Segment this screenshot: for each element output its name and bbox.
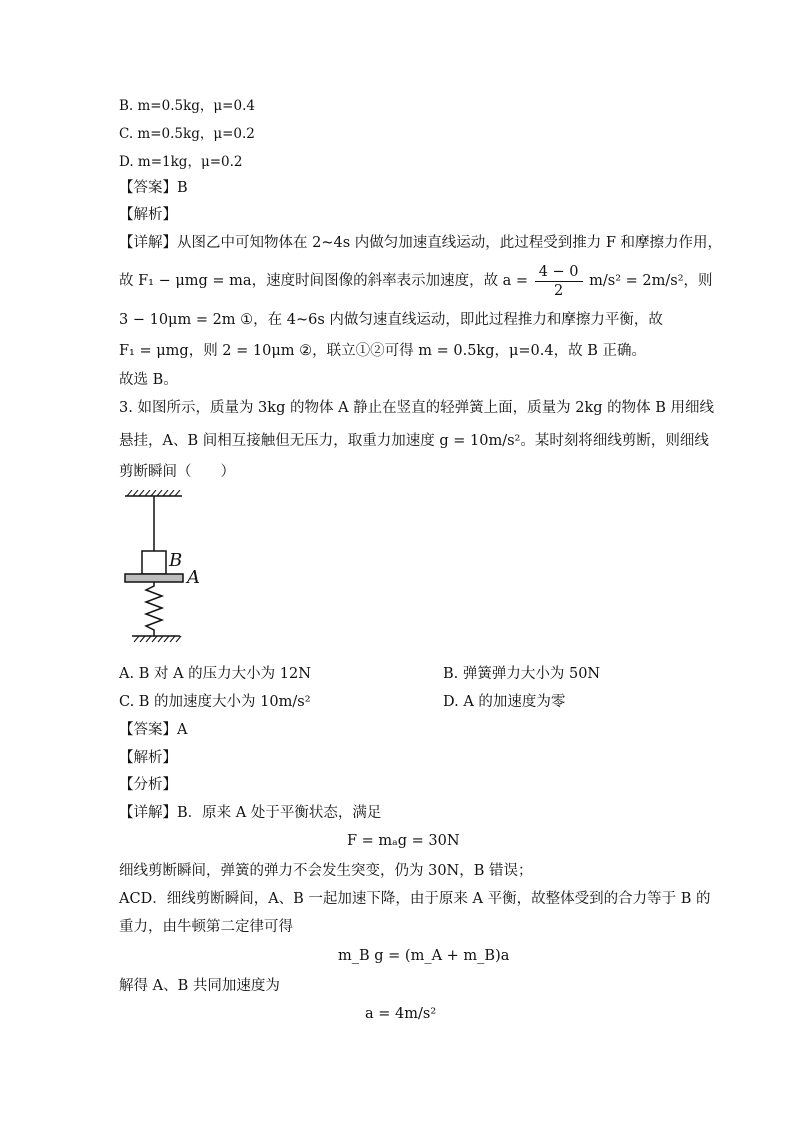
q3-detail-1: 【详解】B．原来 A 处于平衡状态，满足: [119, 805, 382, 821]
option-d-prev: D. m=1kg，μ=0.2: [119, 154, 243, 170]
q2-detail-3: 3 − 10μm = 2m ①，在 4~6s 内做匀速直线运动，即此过程推力和摩擦力平衡，故: [119, 312, 663, 328]
q2-detail-2a: 故 F₁ − μmg = ma，速度时间图像的斜率表示加速度，故 a =: [119, 273, 529, 289]
q3-option-d: D. A 的加速度为零: [443, 694, 566, 710]
q3-analysis-head: 【解析】: [119, 750, 177, 766]
q3-option-a: A. B 对 A 的压力大小为 12N: [119, 666, 311, 682]
q2-answer: 【答案】B: [119, 180, 188, 196]
q3-answer: 【答案】A: [119, 722, 188, 738]
ceiling-hatch: [127, 490, 180, 496]
spring-coil: [146, 582, 162, 636]
q3-option-b: B. 弹簧弹力大小为 50N: [443, 666, 601, 682]
q3-detail-4: 重力，由牛顿第二定律可得: [119, 919, 293, 935]
q2-detail-1: 【详解】从图乙中可知物体在 2~4s 内做匀加速直线运动，此过程受到推力 F 和摩擦力作用，: [119, 235, 723, 251]
q2-conclusion: 故选 B。: [119, 372, 178, 388]
option-b-prev: B. m=0.5kg，μ=0.4: [119, 98, 255, 114]
q2-detail-2: [119, 262, 713, 300]
accel-fraction: [535, 263, 583, 300]
q3-equation-1: F = mₐg = 30N: [347, 833, 460, 849]
q3-detail-3: ACD．细线剪断瞬间，A、B 一起加速下降，由于原来 A 平衡，故整体受到的合力等于 B 的: [119, 891, 711, 907]
q3-fenxi-head: 【分析】: [119, 777, 177, 793]
spring-block-figure: [120, 490, 210, 654]
block-b: [142, 551, 166, 574]
fraction-numerator: 4 − 0: [535, 263, 583, 282]
q3-stem-3: 剪断瞬间（ ）: [119, 464, 235, 480]
plate-a: [125, 574, 183, 582]
q3-detail-5: 解得 A、B 共同加速度为: [119, 978, 280, 994]
label-a: A: [187, 567, 200, 588]
label-b: B: [169, 550, 183, 571]
ground-hatch: [134, 636, 181, 642]
q2-detail-2b: m/s² = 2m/s²，则: [589, 273, 713, 289]
q2-analysis-head: 【解析】: [119, 207, 177, 223]
q3-stem-2: 悬挂，A、B 间相互接触但无压力，取重力加速度 g = 10m/s²。某时刻将细线剪断，则细线: [119, 433, 709, 449]
fraction-denominator: 2: [554, 282, 564, 299]
q3-equation-2: m_B g = (m_A + m_B)a: [338, 948, 510, 964]
q3-detail-2: 细线剪断瞬间，弹簧的弹力不会发生突变，仍为 30N，B 错误；: [119, 863, 533, 879]
q3-option-c: C. B 的加速度大小为 10m/s²: [119, 694, 311, 710]
q2-detail-4: F₁ = μmg，则 2 = 10μm ②，联立①②可得 m = 0.5kg，μ=0.4，故 B 正确。: [119, 343, 646, 359]
q3-equation-3: a = 4m/s²: [365, 1006, 437, 1022]
option-c-prev: C. m=0.5kg，μ=0.2: [119, 126, 255, 142]
q3-stem-1: 3. 如图所示，质量为 3kg 的物体 A 静止在竖直的轻弹簧上面，质量为 2kg 的物体 B 用细线: [119, 400, 715, 416]
